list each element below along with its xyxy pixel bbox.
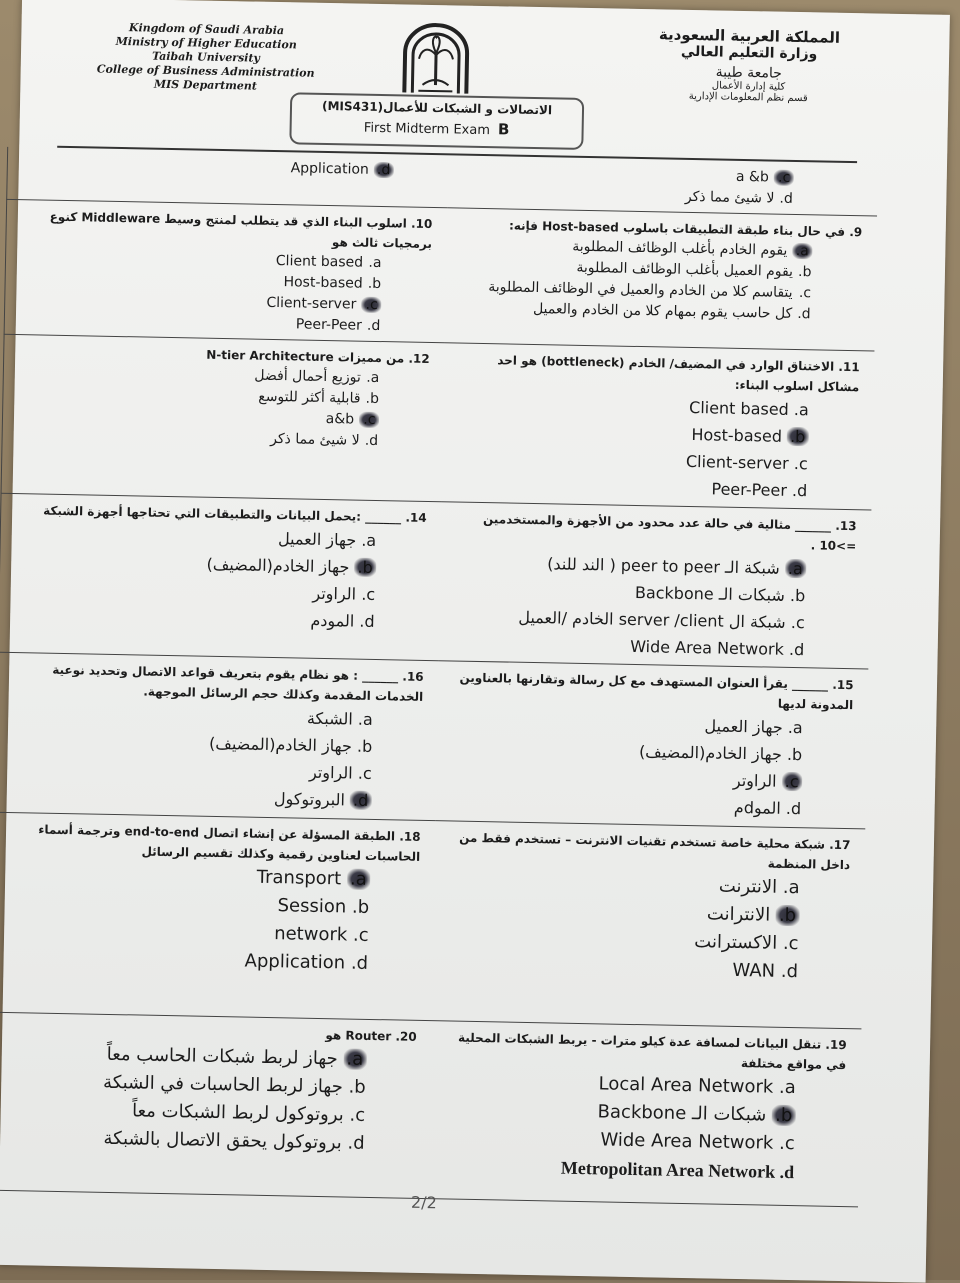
option-letter: d. <box>364 432 379 450</box>
option-letter: c. <box>361 584 376 604</box>
option-text: a &b <box>735 168 769 186</box>
exam-title-arabic: الاتصالات و الشبكات للأعمال(MIS431) <box>321 98 553 118</box>
question-stem: شبكة محلية خاصة تستخدم تقنيات الانترنت – تستخدم فقط من داخل المنظمة <box>459 830 851 873</box>
option-letter: d. <box>376 161 391 179</box>
page-number: 2/2 <box>410 1192 437 1213</box>
option-letter: d. <box>791 480 808 501</box>
option-text: Client based <box>688 397 789 419</box>
option-letter: d. <box>797 306 811 323</box>
option-text: Peer-Peer <box>711 479 788 500</box>
option-text: Client-server <box>266 294 357 313</box>
option-text: Application <box>290 160 370 178</box>
question-cell <box>435 661 868 829</box>
answer-mark <box>787 427 809 446</box>
option-text: network <box>273 923 348 946</box>
header-line: Ministry of Higher Education <box>115 34 297 52</box>
option-letter: a. <box>361 530 377 550</box>
question-cell <box>0 652 438 820</box>
option-letter: b. <box>789 426 806 447</box>
option-text: WAN <box>732 959 776 982</box>
header-line: MIS Department <box>153 77 258 93</box>
question-number: 13. <box>835 518 857 534</box>
option-letter: a. <box>357 709 373 729</box>
option-letter: b. <box>365 390 380 408</box>
question-row <box>0 1012 861 1207</box>
option-text: الراوتر <box>308 762 353 783</box>
option-text: جهاز لربط شبكات الحاسب معاً <box>106 1043 338 1070</box>
option-letter: d. <box>785 798 802 819</box>
answer-mark <box>354 558 376 577</box>
option-text: Client-server <box>685 451 789 473</box>
exam-title-english: First Midterm Exam <box>363 120 491 139</box>
option-text: Host-based <box>691 425 783 446</box>
option-text: Local Area Network <box>598 1073 774 1098</box>
option-letter: d. <box>788 639 805 660</box>
question-row <box>0 652 868 829</box>
option-letter: d. <box>779 190 794 207</box>
question-number: 11. <box>838 359 860 375</box>
question-stem: ______ مثالية في حالة عدد محدود من الأجهزة والمستخدمين =>10 . <box>482 512 857 554</box>
option-text: Session <box>277 895 347 918</box>
question-stem: من مميزات N-tier Architecture <box>206 347 405 366</box>
option-letter: d. <box>366 317 381 335</box>
answer-mark <box>785 559 806 578</box>
question-stem: Router هو <box>325 1028 392 1044</box>
option-text: يقوم العميل بأغلب الوظائف المطلوبة <box>576 259 794 280</box>
option-text: Host-based <box>283 274 363 292</box>
option-text: جهاز العميل <box>277 529 357 550</box>
answer-mark <box>776 905 800 926</box>
option-letter: a. <box>782 876 800 899</box>
option-text: قابلية أكثر للتوسع <box>258 388 361 407</box>
option-letter: b. <box>797 264 812 281</box>
exam-title <box>292 116 582 140</box>
question-cell <box>4 199 447 342</box>
header-line: وزارة التعليم العالي <box>680 43 818 63</box>
option-letter: d. <box>352 790 369 810</box>
option-text: كل حاسب يقوم بمهام كلا من الخادم والعميل <box>532 300 793 322</box>
option-letter: a. <box>787 717 803 738</box>
answer-mark <box>781 772 801 791</box>
option-text: شبكة الـ peer to peer ( الند للند) <box>547 554 780 578</box>
question-number: 12. <box>408 351 430 366</box>
question-stem: ______ : هو نظام يقوم بتعريف قواعد الاتصال وتحديد نوعية الخدمات المقدمة وكذلك حجم الرسائل الموجهة. <box>52 662 424 704</box>
header-line: جامعة طيبة <box>715 64 783 82</box>
question-row <box>4 199 876 351</box>
question-stem: الاختناق الوارد في المضيف/ الخادم (bottleneck) هو احد مشاكل اسلوب البناء: <box>497 353 860 395</box>
question-row <box>1 334 874 510</box>
option-text: الراوتر <box>312 583 357 604</box>
question-cell <box>431 821 865 1029</box>
questions-grid <box>0 147 878 1208</box>
answer-mark <box>343 1048 366 1069</box>
option-text: جهاز الخادم(المضيف) <box>206 554 350 577</box>
header-line: كلية إدارة الأعمال <box>711 80 786 93</box>
option-letter: c. <box>777 169 791 186</box>
option-text: a&b <box>325 411 355 428</box>
option-text: لا شيئ مما ذكر <box>270 430 360 449</box>
option-text: جهاز الخادم(المضيف) <box>208 733 353 756</box>
option-letter: b. <box>348 1076 366 1098</box>
option-text: الراوتر <box>732 770 777 791</box>
exam-version: B <box>497 120 510 139</box>
option-text: الاكسترانت <box>694 931 778 954</box>
option-letter: c. <box>784 771 799 792</box>
answer-mark <box>792 243 812 259</box>
option-letter: d. <box>359 611 375 631</box>
option-text: الموdم <box>733 797 781 818</box>
option-letter: b. <box>367 275 382 293</box>
question-number: 9. <box>849 225 863 240</box>
option-letter: a. <box>787 558 803 579</box>
option-text: شبكة ال server /client الخادم /العميل <box>518 607 786 632</box>
option-text: توزيع أحمال أفضل <box>254 367 362 386</box>
option-letter: b. <box>357 557 373 577</box>
option-letter: d. <box>780 960 799 983</box>
option-letter: a. <box>778 1076 796 1099</box>
option-text: يتقاسم كلا من الخادم والعميل في الوظائف المطلوبة <box>488 279 793 301</box>
question-number: 15. <box>832 677 854 693</box>
header-arabic <box>638 25 859 105</box>
question-stem: الطبقة المسؤلة عن إنشاء اتصال end-to-end وترجمة أسماء الحاسبات لعناوين رقمية وكذلك تقسيم الرسائل <box>38 822 421 864</box>
option-letter: a. <box>366 369 380 387</box>
exam-title-box <box>289 92 584 150</box>
option-text: Application <box>244 950 346 974</box>
question-number: 16. <box>402 669 424 684</box>
option-letter: c. <box>357 763 372 783</box>
option-letter: b. <box>789 585 806 606</box>
option-text: الشبكة <box>306 708 353 729</box>
answer-mark <box>350 791 372 810</box>
university-logo-icon <box>398 22 473 95</box>
option-text: بروتوكول يحقق الاتصال بالشبكة <box>103 1127 342 1154</box>
option-text: البروتوكول <box>273 789 346 810</box>
option-letter: a. <box>793 399 809 420</box>
header-line: College of Business Administration <box>96 62 315 80</box>
option-text: Transport <box>256 866 342 890</box>
question-cell <box>428 1021 861 1207</box>
option-text: لا شيئ مما ذكر <box>684 188 775 207</box>
question-cell <box>0 493 441 660</box>
option-text: Peer-Peer <box>295 316 363 334</box>
option-letter: c. <box>778 1132 795 1155</box>
question-cell <box>0 812 435 1020</box>
answer-mark <box>772 1105 796 1126</box>
question-stem: ______ :يحمل البيانات والتطبيقات التي تحتاجها أجهزة الشبكة <box>43 503 402 525</box>
answer-mark <box>347 868 370 889</box>
question-number: 19. <box>825 1037 847 1053</box>
option-text: بروتوكول لربط الشبكات معاً <box>131 1100 345 1126</box>
option-letter: a. <box>795 242 810 260</box>
question-cell <box>441 343 874 510</box>
question-cell <box>1 334 444 501</box>
option-letter: b. <box>774 1104 793 1127</box>
question-number: 20. <box>395 1029 417 1044</box>
question-number: 14. <box>405 510 427 525</box>
option-text: جهاز لربط الحاسبات في الشبكة <box>102 1071 344 1098</box>
option-letter: c. <box>352 924 369 946</box>
option-text: شبكات الـ Backbone <box>597 1101 767 1126</box>
question-cell <box>438 502 871 669</box>
option-text: جهاز الخادم(المضيف) <box>638 742 783 764</box>
option-letter: d. <box>779 1161 795 1183</box>
question-number: 18. <box>399 829 421 844</box>
option-letter: c. <box>349 1104 366 1126</box>
option-letter: c. <box>365 296 378 313</box>
option-item <box>18 153 434 182</box>
option-letter: b. <box>778 904 797 927</box>
option-letter: d. <box>350 952 369 974</box>
option-letter: c. <box>793 453 808 474</box>
option-text: Wide Area Network <box>629 636 785 659</box>
question-stem: في حال بناء طبقة التطبيقات باسلوب Host-based فإنه: <box>508 218 846 239</box>
option-text: المودم <box>310 610 355 631</box>
question-number: 17. <box>829 837 851 853</box>
option-letter: a. <box>368 254 382 272</box>
option-text: الانترانت <box>706 903 771 926</box>
option-text: Client based <box>275 253 364 271</box>
option-letter: c. <box>363 411 376 428</box>
question-row <box>0 493 871 669</box>
question-row <box>0 812 865 1029</box>
option-letter: a. <box>346 1048 364 1070</box>
option-letter: c. <box>798 285 812 302</box>
option-letter: b. <box>351 896 370 918</box>
answer-mark <box>358 412 378 428</box>
option-text: الانترنت <box>718 875 778 898</box>
option-text: جهاز العميل <box>704 716 783 737</box>
question-stem: ______ يقرأ العنوان المستهدف مع كل رسالة وتقارنها بالعناوين المدونة لديها <box>459 670 854 713</box>
question-stem: تنقل البيانات لمسافة عدة كيلو مترات - يربط الشبكات المحلية في مواقع مختلفة <box>457 1030 847 1073</box>
option-letter: b. <box>356 736 373 756</box>
option-text: Metropolitan Area Network <box>560 1157 776 1182</box>
question-stem: اسلوب البناء الذي قد يتطلب لمنتج وسيط Middleware كنوع برمجيات ثالث هو <box>49 209 433 252</box>
question-cell <box>7 147 448 208</box>
question-cell <box>447 155 878 216</box>
option-text: Wide Area Network <box>600 1129 774 1154</box>
option-letter: c. <box>790 612 805 633</box>
option-letter: a. <box>349 868 367 890</box>
option-letter: b. <box>786 744 803 765</box>
question-cell <box>444 208 877 351</box>
option-letter: d. <box>347 1132 365 1154</box>
header-line: Taibah University <box>151 49 261 65</box>
header-line: المملكة العربية السعودية <box>658 25 841 47</box>
option-text: شبكات الـ Backbone <box>634 582 786 605</box>
option-letter: c. <box>782 932 799 955</box>
header-line: Kingdom of Saudi Arabia <box>128 21 285 38</box>
question-number: 10. <box>410 216 433 232</box>
option-text: يقوم الخادم بأغلب الوظائف المطلوبة <box>572 238 788 259</box>
header-line: قسم نظم المعلومات الإدارية <box>688 90 808 105</box>
question-cell <box>0 1012 431 1198</box>
answer-mark <box>361 297 381 313</box>
header-english <box>75 20 336 95</box>
